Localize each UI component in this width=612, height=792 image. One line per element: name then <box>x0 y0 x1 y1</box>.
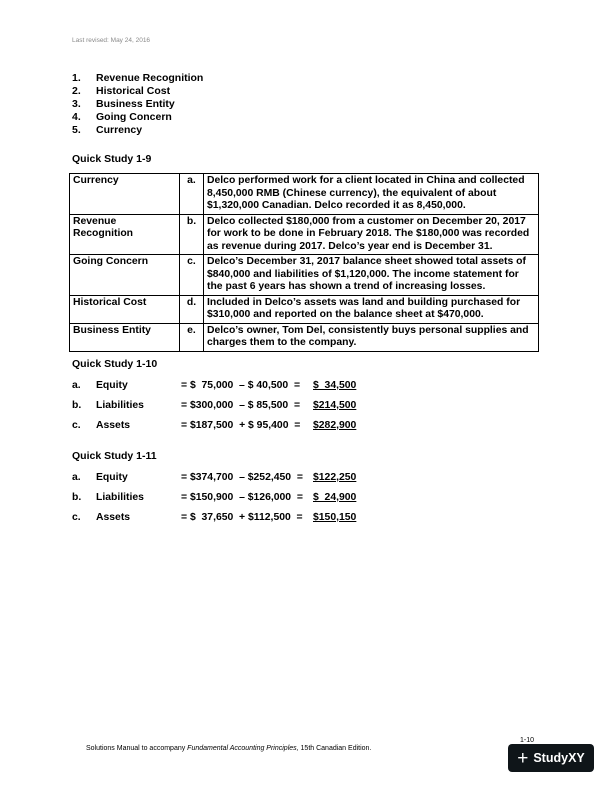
qs-1-11-heading: Quick Study 1-11 <box>72 450 157 462</box>
equation-row: b. Liabilities = $150,900 – $126,000 = $ 24,900 <box>72 492 357 503</box>
equation-row: a. Equity = $374,700 – $252,450 = $122,250 <box>72 472 357 483</box>
principles-list <box>72 72 203 137</box>
list-item: 1. Revenue Recognition <box>72 72 204 84</box>
brand-label: StudyXY <box>533 751 585 765</box>
qs-1-10-heading: Quick Study 1-10 <box>72 358 158 370</box>
list-item: 2. Historical Cost <box>72 85 171 97</box>
table-row: Business Entity e. Delco’s owner, Tom Del, consistently buys personal supplies and charges them to the company. <box>70 323 539 351</box>
table-row: Going Concern c. Delco’s December 31, 2017 balance sheet showed total assets of $840,000 and liabilities of $1,120,000. The income statement for the past 6 years has shown a trend of increasing losses. <box>70 255 539 296</box>
table-row: Historical Cost d. Included in Delco’s assets was land and building purchased for $310,000 and reported on the balance sheet at $470,000. <box>70 295 539 323</box>
qs-1-9-heading: Quick Study 1-9 <box>72 153 152 165</box>
table-row: Currency a. Delco performed work for a client located in China and collected 8,450,000 RMB (Chinese currency), the equivalent of about $1,320,000 Canadian. Delco recorded it as 8,450,000. <box>70 174 539 215</box>
equation-row: a. Equity = $ 75,000 – $ 40,500 = $ 34,500 <box>72 380 357 391</box>
page-number: 1-10 <box>520 737 535 744</box>
studyxy-badge[interactable] <box>508 744 594 772</box>
equation-row: c. Assets = $187,500 + $ 95,400 = $282,900 <box>72 420 357 431</box>
qs-1-9-table <box>69 173 539 352</box>
list-item: 3. Business Entity <box>72 98 175 110</box>
plus-icon: + <box>517 747 529 769</box>
last-revised-note: Last revised: May 24, 2016 <box>72 37 151 44</box>
equation-row: c. Assets = $ 37,650 + $112,500 = $150,150 <box>72 512 357 523</box>
table-row: Revenue Recognition b. Delco collected $180,000 from a customer on December 20, 2017 for work to be done in February 2018. The $180,000 was recorded as revenue during 2017. Delco’s year end is December 31. <box>70 214 539 255</box>
list-item: 4. Going Concern <box>72 111 172 123</box>
equation-row: b. Liabilities = $300,000 – $ 85,500 = $214,500 <box>72 400 357 411</box>
list-item: 5. Currency <box>72 124 143 136</box>
page-footer: Solutions Manual to accompany Fundamental Accounting Principles, 15th Canadian Edition. <box>86 745 372 752</box>
